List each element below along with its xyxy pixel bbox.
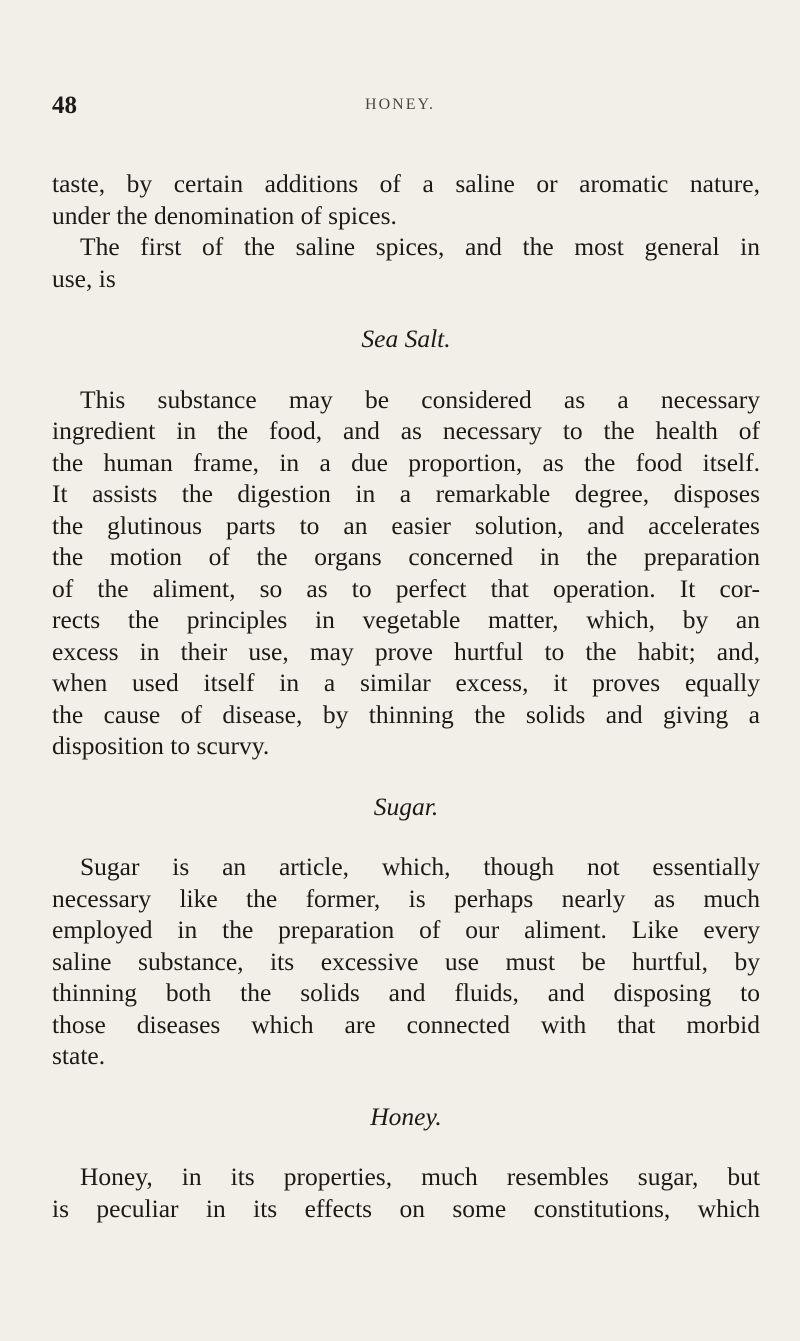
text-line: necessary like the former, is perhaps nearly as much	[52, 883, 760, 913]
text-line: rects the principles in vegetable matter, which, by an	[52, 605, 760, 634]
text-line: Sugar is an article, which, though not essentially	[80, 852, 760, 881]
text-line: taste, by certain additions of a saline or aromatic nature,	[52, 169, 760, 198]
text-line: employed in the preparation of our aliment. Like every	[52, 915, 760, 944]
paragraph-honey	[52, 1161, 760, 1224]
paragraph-sugar	[52, 851, 760, 1072]
text-line: the glutinous parts to an easier solution, and accelerates	[52, 510, 760, 540]
text-line: Honey, in its properties, much resembles sugar, but	[80, 1162, 760, 1191]
text-line: the human frame, in a due proportion, as the food itself.	[52, 447, 760, 477]
text-line: is peculiar in its effects on some constitutions, which	[52, 1193, 760, 1223]
page-header	[52, 92, 748, 122]
section-heading-sea-salt: Sea Salt.	[361, 324, 451, 353]
section-heading-honey: Honey.	[370, 1101, 442, 1131]
text-line: ingredient in the food, and as necessary to the health of	[52, 416, 760, 445]
text-line: when used itself in a similar excess, it proves equally	[52, 668, 760, 697]
paragraph-sea-salt	[52, 384, 760, 762]
text-line: It assists the digestion in a remarkable degree, disposes	[52, 479, 760, 508]
section-heading-sugar: Sugar.	[373, 791, 439, 821]
text-line: state.	[52, 1041, 106, 1070]
body-text	[52, 168, 760, 1224]
text-line: thinning both the solids and fluids, and disposing to	[52, 978, 760, 1007]
page-number: 48	[52, 92, 77, 119]
text-line: of the aliment, so as to perfect that operation. It cor-	[52, 573, 760, 603]
text-line: those diseases which are connected with that morbid	[52, 1009, 760, 1039]
text-line: use, is	[52, 263, 116, 293]
text-line: under the denomination of spices.	[52, 200, 397, 230]
text-line: disposition to scurvy.	[52, 731, 270, 760]
text-line: The first of the saline spices, and the most general in	[80, 232, 760, 261]
text-line: saline substance, its excessive use must be hurtful, by	[52, 946, 760, 976]
text-line: This substance may be considered as a necessary	[80, 384, 760, 414]
text-line: the motion of the organs concerned in the preparation	[52, 542, 760, 571]
text-line: excess in their use, may prove hurtful to the habit; and,	[52, 636, 760, 666]
running-head: HONEY.	[365, 96, 435, 113]
text-line: the cause of disease, by thinning the solids and giving a	[52, 699, 760, 729]
